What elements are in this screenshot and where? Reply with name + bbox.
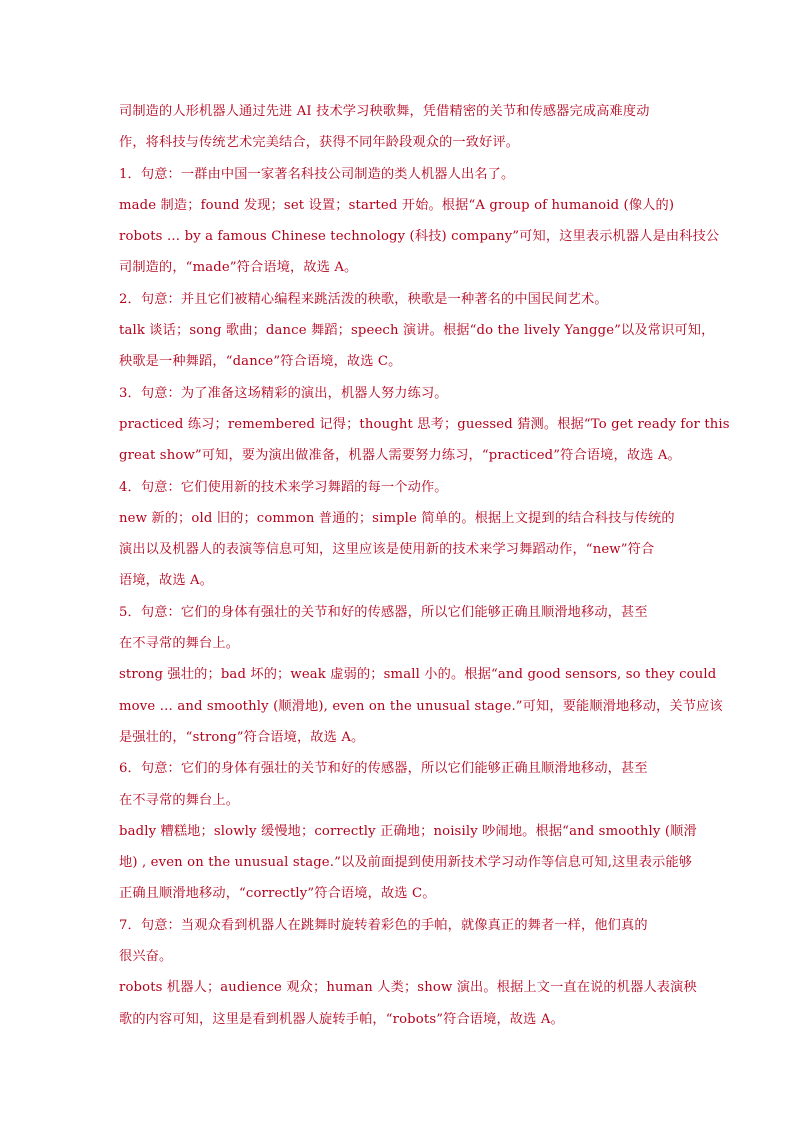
question-5-meaning: 5．句意：它们的身体有强壮的关节和好的传感器，所以它们能够正确且顺滑地移动，甚至 bbox=[119, 604, 648, 620]
question-2-explanation: talk 谈话；song 歌曲；dance 舞蹈；speech 演讲。根据“do the lively Yangge”以及常识可知， bbox=[119, 323, 715, 339]
question-7-explanation: 歌的内容可知，这里是看到机器人旋转手帕，“robots”符合语境，故选 A。 bbox=[119, 1011, 564, 1027]
question-1-explanation: robots … by a famous Chinese technology (科技) company”可知，这里表示机器人是由科技公 bbox=[119, 229, 720, 245]
question-3-explanation: great show”可知，要为演出做准备，机器人需要努力练习，“practiced”符合语境，故选 A。 bbox=[119, 448, 681, 464]
question-1-explanation: made 制造；found 发现；set 设置；started 开始。根据“A group of humanoid (像人的) bbox=[119, 197, 675, 213]
question-4-meaning: 4．句意：它们使用新的技术来学习舞蹈的每一个动作。 bbox=[119, 479, 448, 495]
question-7-meaning: 7．句意：当观众看到机器人在跳舞时旋转着彩色的手帕，就像真正的舞者一样，他们真的 bbox=[119, 917, 648, 933]
text-line: 司制造的人形机器人通过先进 AI 技术学习秧歌舞，凭借精密的关节和传感器完成高难度动 bbox=[119, 104, 650, 119]
question-5-meaning: 在不寻常的舞台上。 bbox=[119, 636, 240, 652]
question-5-explanation: strong 强壮的；bad 坏的；weak 虚弱的；small 小的。根据“and good sensors, so they could bbox=[119, 667, 717, 683]
question-3-meaning: 3．句意：为了准备这场精彩的演出，机器人努力练习。 bbox=[119, 385, 448, 401]
question-7-explanation: robots 机器人；audience 观众；human 人类；show 演出。根据上文一直在说的机器人表演秧 bbox=[119, 980, 697, 996]
question-3-explanation: practiced 练习；remembered 记得；thought 思考；guessed 猜测。根据“To get ready for this bbox=[119, 416, 730, 432]
question-5-explanation: move … and smoothly (顺滑地), even on the unusual stage.”可知，要能顺滑地移动，关节应该 bbox=[119, 698, 723, 714]
question-6-explanation: badly 糟糕地；slowly 缓慢地；correctly 正确地；noisily 吵闹地。根据“and smoothly (顺滑 bbox=[119, 823, 697, 839]
question-1-meaning: 1．句意：一群由中国一家著名科技公司制造的类人机器人出名了。 bbox=[119, 166, 515, 182]
document-body bbox=[119, 96, 730, 1035]
question-2-explanation: 秧歌是一种舞蹈，“dance”符合语境，故选 C。 bbox=[119, 354, 402, 370]
question-6-meaning: 6．句意：它们的身体有强壮的关节和好的传感器，所以它们能够正确且顺滑地移动，甚至 bbox=[119, 761, 648, 777]
question-7-meaning: 很兴奋。 bbox=[119, 949, 173, 965]
question-1-explanation: 司制造的，“made”符合语境，故选 A。 bbox=[119, 260, 358, 276]
question-6-explanation: 地) , even on the unusual stage.”以及前面提到使用新技术学习动作等信息可知,这里表示能够 bbox=[119, 855, 693, 871]
question-4-explanation: new 新的；old 旧的；common 普通的；simple 简单的。根据上文提到的结合科技与传统的 bbox=[119, 510, 675, 526]
question-6-explanation: 正确且顺滑地移动，“correctly”符合语境，故选 C。 bbox=[119, 886, 436, 902]
question-2-meaning: 2．句意：并且它们被精心编程来跳活泼的秧歌，秧歌是一种著名的中国民间艺术。 bbox=[119, 291, 608, 307]
question-4-explanation: 语境，故选 A。 bbox=[119, 573, 214, 589]
question-4-explanation: 演出以及机器人的表演等信息可知，这里应该是使用新的技术来学习舞蹈动作，“new”符合 bbox=[119, 542, 655, 558]
question-6-meaning: 在不寻常的舞台上。 bbox=[119, 792, 240, 808]
question-5-explanation: 是强壮的，“strong”符合语境，故选 A。 bbox=[119, 729, 365, 745]
text-line: 作，将科技与传统艺术完美结合，获得不同年龄段观众的一致好评。 bbox=[119, 135, 520, 151]
